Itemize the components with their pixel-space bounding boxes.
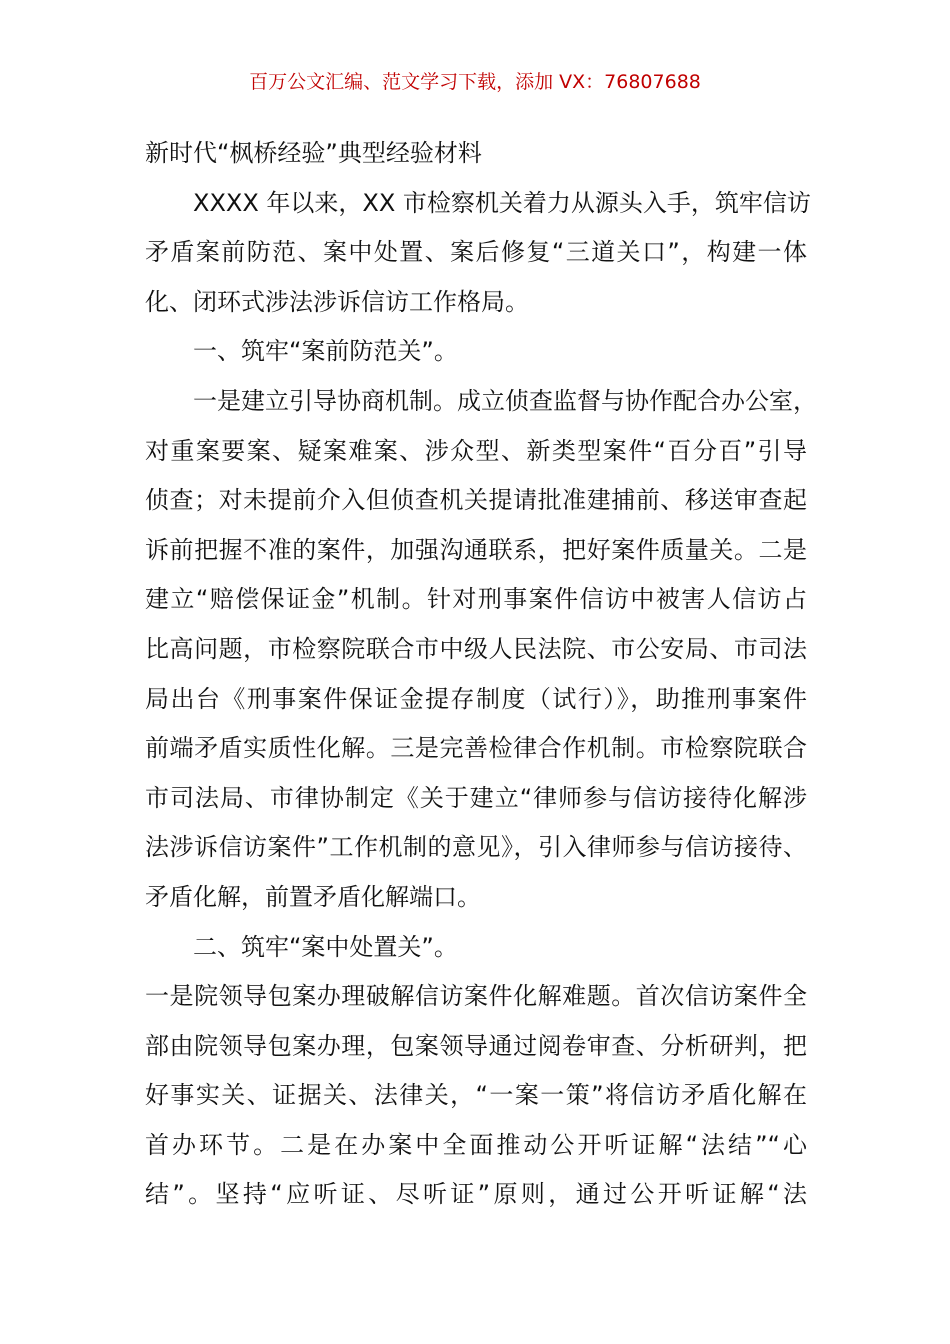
paragraph-line: 好事实关、证据关、法律关，“一案一策”将信访矛盾化解在	[145, 1081, 807, 1110]
page-header-banner: 百万公文汇编、范文学习下载，添加 VX：76807688	[249, 71, 701, 93]
paragraph-line: 局出台《刑事案件保证金提存制度（试行）》，助推刑事案件	[145, 684, 807, 713]
paragraph-line: XXXX 年以来，XX 市检察机关着力从源头入手，筑牢信访	[193, 188, 811, 217]
document-body	[145, 134, 817, 1225]
paragraph-line: 首办环节。二是在办案中全面推动公开听证解“法结”“心	[145, 1130, 807, 1159]
paragraph-line: 前端矛盾实质性化解。三是完善检律合作机制。市检察院联合	[145, 734, 807, 763]
document-title: 新时代“枫桥经验”典型经验材料	[145, 139, 482, 167]
paragraph-line: 比高问题，市检察院联合市中级人民法院、市公安局、市司法	[145, 634, 807, 663]
section-heading: 一、筑牢“案前防范关”。	[193, 337, 458, 366]
paragraph-line: 诉前把握不准的案件，加强沟通联系，把好案件质量关。二是	[145, 535, 807, 564]
paragraph-line: 侦查；对未提前介入但侦查机关提请批准建捕前、移送审查起	[145, 486, 807, 515]
paragraph-line: 部由院领导包案办理，包案领导通过阅卷审查、分析研判，把	[145, 1031, 807, 1060]
paragraph-line: 市司法局、市律协制定《关于建立“律师参与信访接待化解涉	[145, 783, 807, 812]
paragraph-line: 建立“赔偿保证金”机制。针对刑事案件信访中被害人信访占	[145, 585, 807, 614]
paragraph-line: 对重案要案、疑案难案、涉众型、新类型案件“百分百”引导	[145, 436, 807, 465]
section-heading: 二、筑牢“案中处置关”。	[193, 932, 458, 961]
paragraph-line: 一是建立引导协商机制。成立侦查监督与协作配合办公室，	[193, 386, 817, 415]
paragraph-line: 矛盾案前防范、案中处置、案后修复“三道关口”，构建一体	[145, 238, 807, 267]
paragraph-line: 法涉诉信访案件”工作机制的意见》，引入律师参与信访接待、	[145, 833, 807, 862]
paragraph-line: 一是院领导包案办理破解信访案件化解难题。首次信访案件全	[145, 982, 807, 1011]
paragraph-line: 化、闭环式涉法涉诉信访工作格局。	[145, 287, 529, 316]
paragraph-line: 结”。坚持“应听证、尽听证”原则，通过公开听证解“法	[145, 1180, 807, 1209]
paragraph-line: 矛盾化解，前置矛盾化解端口。	[145, 882, 481, 911]
